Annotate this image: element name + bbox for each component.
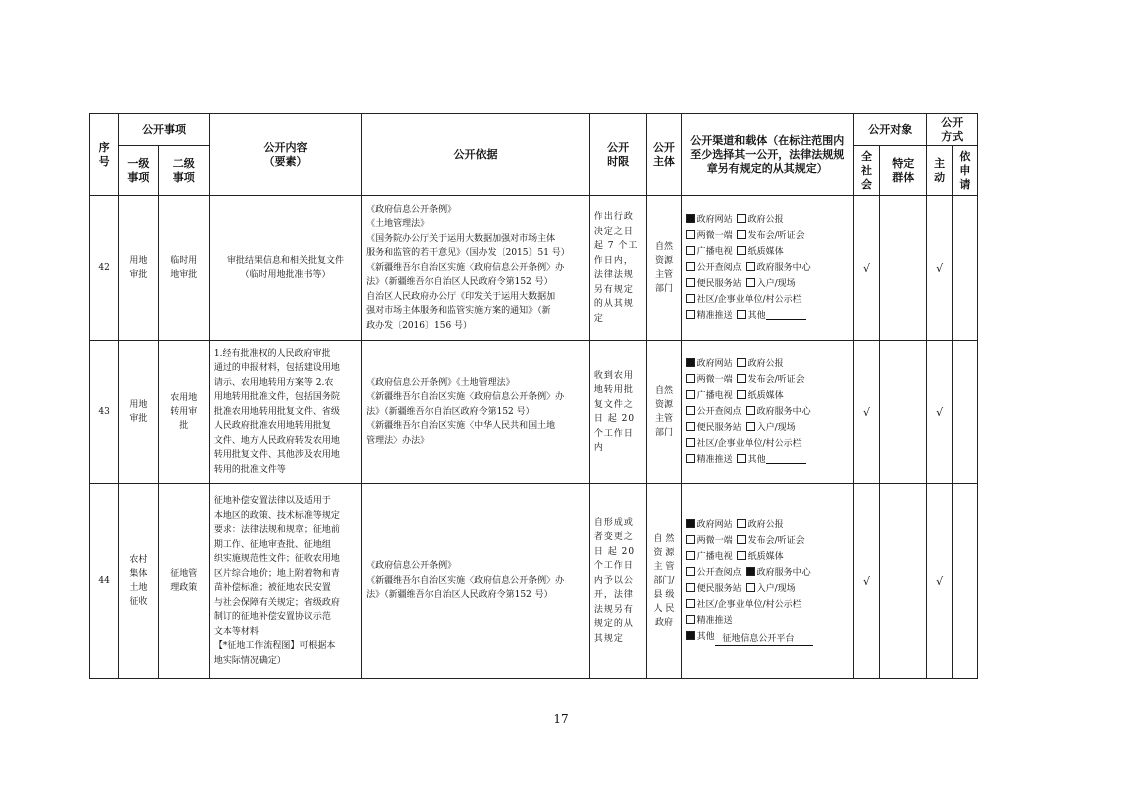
channel-label: 两微一端 — [696, 231, 733, 241]
channel-label: 入户/现场 — [756, 279, 796, 289]
header-active: 主 动 — [927, 146, 952, 196]
unchecked-box-icon — [746, 583, 755, 592]
header-on-request: 依 申 请 — [952, 146, 977, 196]
channel-option — [686, 533, 733, 549]
unchecked-box-icon — [686, 406, 695, 415]
time-limit-line: 规定的从 — [593, 619, 634, 630]
channel-label: 纸质媒体 — [747, 551, 784, 562]
channel-label: 精准推送 — [696, 311, 733, 321]
channel-row — [686, 517, 849, 533]
channel-option — [686, 244, 733, 260]
level2-line: 征地管 — [170, 569, 198, 579]
unchecked-box-icon — [737, 358, 746, 367]
on-request-cell — [952, 341, 977, 484]
channel-option — [746, 581, 796, 597]
channel-row — [686, 260, 849, 276]
channel-option — [737, 372, 805, 388]
level2-line: 批 — [179, 421, 189, 431]
time-limit-line: 个工作日 — [593, 561, 634, 572]
channel-option — [737, 356, 784, 372]
unchecked-box-icon — [746, 422, 755, 431]
level2-cell — [158, 196, 209, 341]
channel-option — [746, 565, 811, 581]
subject-line: 县 级 — [653, 590, 675, 600]
channel-label: 便民服务站 — [696, 279, 742, 289]
level2-line: 地审批 — [170, 270, 198, 280]
header-subject: 公开 主体 — [647, 114, 681, 196]
channel-row — [686, 212, 849, 228]
time-limit-line: 内 — [593, 443, 604, 453]
all-society-cell: √ — [853, 196, 879, 341]
header-all-society: 全 社 会 — [853, 146, 879, 196]
content-line: 制订的征地补偿安置协议示范 — [213, 612, 331, 622]
channel-option — [686, 212, 733, 228]
table-row — [90, 196, 978, 341]
unchecked-box-icon — [686, 310, 695, 319]
subject-line: 部门 — [654, 428, 673, 438]
time-limit-line: 日 起 20 — [593, 414, 636, 424]
channel-label: 入户/现场 — [756, 423, 796, 433]
checked-box-icon — [686, 358, 695, 367]
unchecked-box-icon — [686, 438, 695, 447]
channel-row — [686, 228, 849, 244]
level2-line: 理政策 — [170, 583, 198, 593]
channel-label: 社区/企事业单位/村公示栏 — [696, 439, 802, 449]
channel-option — [686, 308, 733, 324]
channel-option — [686, 228, 733, 244]
basis-line: 服务和监管的若干意见》（国办发〔2015〕51 号） — [366, 248, 570, 259]
unchecked-box-icon — [686, 374, 695, 383]
channel-row — [686, 308, 849, 324]
content-line: 文件、地方人民政府转发农用地 — [213, 435, 340, 446]
subject-line: 政府 — [654, 618, 673, 628]
seq-cell: 44 — [90, 484, 119, 679]
header-specific: 特定 群体 — [880, 146, 927, 196]
checked-box-icon — [686, 631, 695, 640]
channel-row — [686, 629, 849, 646]
content-line: 要求：法律法规和规章；征地前 — [213, 525, 340, 535]
time-limit-line: 收到农用 — [593, 370, 634, 381]
channel-label: 政府网站 — [696, 519, 733, 530]
basis-line: 法》（新疆维吾尔自治区政府令第152 号） — [366, 406, 535, 417]
content-line: 与社会保障有关规定；省级政府 — [213, 597, 340, 608]
channel-row — [686, 404, 849, 420]
unchecked-box-icon — [737, 390, 746, 399]
header-content: 公开内容 （要素） — [209, 114, 361, 196]
channel-label: 政府服务中心 — [756, 567, 811, 578]
on-request-cell — [952, 196, 977, 341]
subject-line: 部门/ — [653, 576, 675, 586]
channel-label: 便民服务站 — [696, 423, 742, 433]
subject-cell — [647, 341, 681, 484]
channel-option — [737, 533, 805, 549]
channel-cell — [681, 196, 853, 341]
time-limit-line: 的从其规 — [593, 299, 634, 309]
basis-line: 《土地管理法》 — [366, 219, 430, 230]
level1-line: 审批 — [129, 270, 148, 280]
content-line: 请示、农用地转用方案等 2.农 — [213, 377, 334, 388]
unchecked-box-icon — [737, 454, 746, 463]
channel-option — [686, 565, 742, 581]
channel-option — [686, 404, 742, 420]
channel-label: 纸质媒体 — [747, 391, 784, 401]
table-row — [90, 484, 978, 679]
channel-label: 精准推送 — [696, 615, 733, 626]
channel-option — [737, 549, 784, 565]
channel-row — [686, 452, 849, 468]
time-limit-line: 起 7 个工 — [593, 241, 639, 251]
header-level1: 一级 事项 — [119, 146, 158, 196]
level2-line: 农用地 — [170, 393, 198, 403]
unchecked-box-icon — [686, 535, 695, 544]
channel-label: 政府网站 — [696, 359, 733, 369]
channel-option — [686, 436, 802, 452]
header-basis: 公开依据 — [362, 114, 590, 196]
content-line: 转用批复文件、其他涉及农用地 — [213, 450, 340, 461]
content-line: 【*征地工作流程图】可根据本 — [213, 641, 336, 651]
channel-option — [746, 276, 796, 292]
channel-label: 广播电视 — [696, 247, 733, 257]
channel-label: 广播电视 — [696, 551, 733, 562]
channel-option — [686, 388, 733, 404]
unchecked-box-icon — [737, 374, 746, 383]
time-limit-line: 个工作日 — [593, 428, 634, 439]
channel-label: 政府网站 — [696, 215, 733, 225]
level1-line: 集体 — [129, 569, 148, 579]
channel-label: 公开查阅点 — [696, 263, 742, 273]
basis-line: 政办发〔2016〕156 号） — [366, 320, 473, 331]
all-society-cell: √ — [853, 341, 879, 484]
channel-option — [686, 517, 733, 533]
time-limit-line: 另有规定 — [593, 284, 634, 295]
content-line: 本地区的政策、技术标准等规定 — [213, 510, 340, 521]
header-level2: 二级 事项 — [158, 146, 209, 196]
channel-label: 政府公报 — [747, 359, 784, 369]
channel-option — [686, 372, 733, 388]
channel-row — [686, 549, 849, 565]
subject-line: 人 民 — [653, 604, 675, 614]
content-line: 文本等材料 — [213, 626, 259, 637]
channel-label: 其他 — [696, 631, 715, 642]
level1-cell — [119, 484, 158, 679]
channel-label: 两微一端 — [696, 535, 733, 546]
subject-cell — [647, 484, 681, 679]
content-line: 用地转用批准文件，包括国务院 — [213, 392, 340, 403]
channel-option — [686, 292, 802, 308]
checked-box-icon — [686, 214, 695, 223]
channel-row — [686, 356, 849, 372]
active-cell: √ — [927, 341, 952, 484]
time-limit-line: 地转用批 — [593, 385, 634, 395]
header-items: 公开事项 — [119, 114, 210, 146]
unchecked-box-icon — [686, 454, 695, 463]
level2-cell — [158, 484, 209, 679]
basis-line: 《政府信息公开条例》《土地管理法》 — [366, 377, 515, 388]
subject-line: 资源 — [654, 400, 673, 410]
time-limit-line: 日 起 20 — [593, 546, 636, 557]
channel-label: 纸质媒体 — [747, 247, 784, 257]
basis-line: 法》（新疆维吾尔自治区人民政府令第152 号） — [366, 590, 553, 601]
channel-option — [686, 276, 742, 292]
basis-line: 《政府信息公开条例》 — [366, 561, 457, 572]
content-line: 1.经有批准权的人民政府审批 — [213, 348, 331, 359]
level1-cell — [119, 341, 158, 484]
basis-cell — [362, 341, 590, 484]
time-limit-line: 作出行政 — [593, 212, 634, 222]
time-limit-line: 复文件之 — [593, 399, 634, 410]
level2-line: 临时用 — [170, 256, 198, 266]
channel-option — [737, 244, 784, 260]
channel-option — [686, 452, 733, 468]
time-limit-line: 内予以公 — [593, 575, 634, 586]
channel-option — [686, 420, 742, 436]
basis-line: 自治区人民政府办公厅《印发关于运用大数据加 — [366, 291, 556, 302]
basis-line: 《国务院办公厅关于运用大数据加强对市场主体 — [366, 233, 556, 244]
time-limit-cell — [589, 341, 646, 484]
channel-label: 社区/企事业单位/村公示栏 — [696, 295, 802, 305]
unchecked-box-icon — [737, 246, 746, 255]
time-limit-line: 定 — [593, 313, 604, 324]
channel-label: 广播电视 — [696, 391, 733, 401]
subject-line: 主 管 — [653, 562, 675, 572]
content-line: 期工作、征地审查批、征地组 — [213, 539, 331, 550]
channel-label: 两微一端 — [696, 375, 733, 385]
unchecked-box-icon — [686, 262, 695, 271]
channel-option — [737, 517, 784, 533]
unchecked-box-icon — [686, 390, 695, 399]
level1-line: 用地 — [129, 400, 148, 410]
channel-row — [686, 292, 849, 308]
unchecked-box-icon — [737, 310, 746, 319]
channel-label: 政府服务中心 — [756, 263, 811, 273]
channel-row — [686, 565, 849, 581]
unchecked-box-icon — [686, 294, 695, 303]
channel-label: 发布会/听证会 — [747, 231, 805, 241]
level2-cell — [158, 341, 209, 484]
unchecked-box-icon — [737, 230, 746, 239]
page-number: 17 — [553, 712, 569, 726]
active-cell: √ — [927, 484, 952, 679]
on-request-cell — [952, 484, 977, 679]
channel-label: 发布会/听证会 — [747, 535, 805, 546]
checked-box-icon — [746, 567, 755, 576]
specific-cell — [880, 484, 927, 679]
level1-cell — [119, 196, 158, 341]
other-fill-text: 征地信息公开平台 — [716, 633, 812, 644]
level1-line: 用地 — [129, 256, 148, 266]
subject-line: 主管 — [654, 414, 673, 424]
header-method: 公开 方式 — [927, 114, 978, 146]
channel-option — [746, 420, 796, 436]
channel-row — [686, 436, 849, 452]
unchecked-box-icon — [746, 406, 755, 415]
subject-line: 资 源 — [653, 548, 675, 558]
channel-label: 入户/现场 — [756, 583, 796, 594]
basis-line: 《新疆维吾尔自治区实施〈政府信息公开条例〉办 — [366, 392, 565, 403]
basis-line: 《政府信息公开条例》 — [366, 204, 457, 215]
active-cell: √ — [927, 196, 952, 341]
time-limit-cell — [589, 196, 646, 341]
time-limit-cell — [589, 484, 646, 679]
seq-cell: 42 — [90, 196, 119, 341]
channel-row — [686, 420, 849, 436]
channel-label: 政府服务中心 — [756, 407, 811, 417]
content-cell — [209, 484, 361, 679]
channel-option — [686, 356, 733, 372]
channel-label: 便民服务站 — [696, 583, 742, 594]
basis-cell — [362, 196, 590, 341]
level1-line: 土地 — [129, 583, 148, 593]
content-line: 转用的批准文件等 — [213, 464, 286, 475]
basis-line: 法》（新疆维吾尔自治区人民政府令第152 号） — [366, 277, 553, 288]
channel-option — [686, 581, 742, 597]
channel-row — [686, 533, 849, 549]
table-row — [90, 341, 978, 484]
level1-line: 征收 — [129, 597, 148, 607]
time-limit-line: 法律法规 — [593, 270, 634, 280]
blank-underline — [766, 308, 806, 320]
content-line: 苗补偿标准；被征地农民安置 — [213, 583, 331, 593]
channel-row — [686, 276, 849, 292]
content-line: 地实际情况确定） — [213, 655, 286, 666]
unchecked-box-icon — [737, 535, 746, 544]
unchecked-box-icon — [686, 583, 695, 592]
unchecked-box-icon — [746, 262, 755, 271]
unchecked-box-icon — [686, 615, 695, 624]
disclosure-table — [89, 113, 978, 679]
channel-label: 其他 — [747, 455, 766, 465]
time-limit-line: 开，法律 — [593, 590, 634, 601]
unchecked-box-icon — [686, 246, 695, 255]
subject-line: 自 然 — [653, 534, 675, 544]
channel-label: 其他 — [747, 311, 766, 321]
specific-cell — [880, 341, 927, 484]
checked-box-icon — [686, 519, 695, 528]
basis-line: 《新疆维吾尔自治区实施〈政府信息公开条例〉办 — [366, 575, 565, 586]
header-channel: 公开渠道和载体（在标注范围内 至少选择其一公开，法律法规规 章另有规定的从其规定） — [681, 114, 853, 196]
time-limit-line: 自形成或 — [593, 517, 634, 528]
channel-label: 公开查阅点 — [696, 407, 742, 417]
channel-label: 精准推送 — [696, 455, 733, 465]
content-line: 人民政府批准农用地转用批复 — [213, 421, 331, 432]
channel-option — [737, 388, 784, 404]
content-cell — [209, 196, 361, 341]
blank-underline — [766, 452, 806, 464]
content-line: 通过的申报材料，包括建设用地 — [213, 363, 340, 374]
unchecked-box-icon — [737, 519, 746, 528]
content-line: （临时用地批准书等） — [240, 270, 331, 280]
content-line: 征地补偿安置法律以及适用于 — [213, 496, 331, 506]
channel-label: 发布会/听证会 — [747, 375, 805, 385]
unchecked-box-icon — [686, 230, 695, 239]
unchecked-box-icon — [686, 422, 695, 431]
level1-line: 审批 — [129, 414, 148, 424]
unchecked-box-icon — [686, 567, 695, 576]
channel-option — [686, 629, 814, 646]
content-cell — [209, 341, 361, 484]
specific-cell — [880, 196, 927, 341]
subject-line: 资源 — [654, 256, 673, 266]
basis-line: 《新疆维吾尔自治区实施〈政府信息公开条例〉办 — [366, 262, 565, 273]
time-limit-line: 者变更之 — [593, 532, 634, 543]
subject-line: 部门 — [654, 284, 673, 294]
level2-line: 转用审 — [170, 407, 198, 417]
channel-option — [686, 597, 802, 613]
channel-option — [737, 212, 784, 228]
channel-row — [686, 388, 849, 404]
header-time-limit: 公开 时限 — [589, 114, 646, 196]
time-limit-line: 法规另有 — [593, 604, 634, 615]
header-seq: 序 号 — [90, 114, 119, 196]
unchecked-box-icon — [686, 599, 695, 608]
channel-option — [737, 228, 805, 244]
content-line: 批准农用地转用批复文件、省级 — [213, 406, 340, 417]
content-line: 区片综合地价；地上附着物和青 — [213, 568, 340, 579]
time-limit-line: 其规定 — [593, 633, 624, 644]
unchecked-box-icon — [686, 278, 695, 287]
basis-line: 强对市场主体服务和监管实施方案的通知》（新 — [366, 306, 551, 317]
channel-label: 政府公报 — [747, 519, 784, 530]
channel-label: 社区/企事业单位/村公示栏 — [696, 599, 802, 610]
channel-option — [737, 452, 806, 468]
unchecked-box-icon — [737, 214, 746, 223]
channel-option — [686, 549, 733, 565]
level1-line: 农村 — [129, 555, 148, 565]
channel-option — [686, 260, 742, 276]
basis-line: 管理法〉办法》 — [366, 435, 430, 446]
time-limit-line: 决定之日 — [593, 226, 634, 237]
subject-cell — [647, 196, 681, 341]
channel-cell — [681, 484, 853, 679]
channel-row — [686, 581, 849, 597]
unchecked-box-icon — [746, 278, 755, 287]
content-line: 织实施规范性文件；征收农用地 — [213, 554, 340, 564]
time-limit-line: 作日内， — [593, 255, 634, 266]
channel-label: 公开查阅点 — [696, 567, 742, 578]
channel-cell — [681, 341, 853, 484]
channel-label: 政府公报 — [747, 215, 784, 225]
channel-row — [686, 613, 849, 629]
channel-row — [686, 244, 849, 260]
unchecked-box-icon — [737, 551, 746, 560]
table-body — [90, 196, 978, 679]
channel-option — [737, 308, 806, 324]
channel-row — [686, 597, 849, 613]
basis-cell — [362, 484, 590, 679]
unchecked-box-icon — [686, 551, 695, 560]
subject-line: 自然 — [654, 242, 673, 252]
header-target: 公开对象 — [853, 114, 927, 146]
channel-row — [686, 372, 849, 388]
subject-line: 自然 — [654, 386, 673, 396]
channel-option — [686, 613, 733, 629]
channel-option — [746, 260, 811, 276]
subject-line: 主管 — [654, 270, 673, 280]
basis-line: 《新疆维吾尔自治区实施〈中华人民共和国土地 — [366, 421, 556, 432]
all-society-cell: √ — [853, 484, 879, 679]
content-line: 审批结果信息和相关批复文件 — [226, 255, 344, 266]
channel-option — [746, 404, 811, 420]
seq-cell: 43 — [90, 341, 119, 484]
header-row-1 — [90, 114, 978, 146]
